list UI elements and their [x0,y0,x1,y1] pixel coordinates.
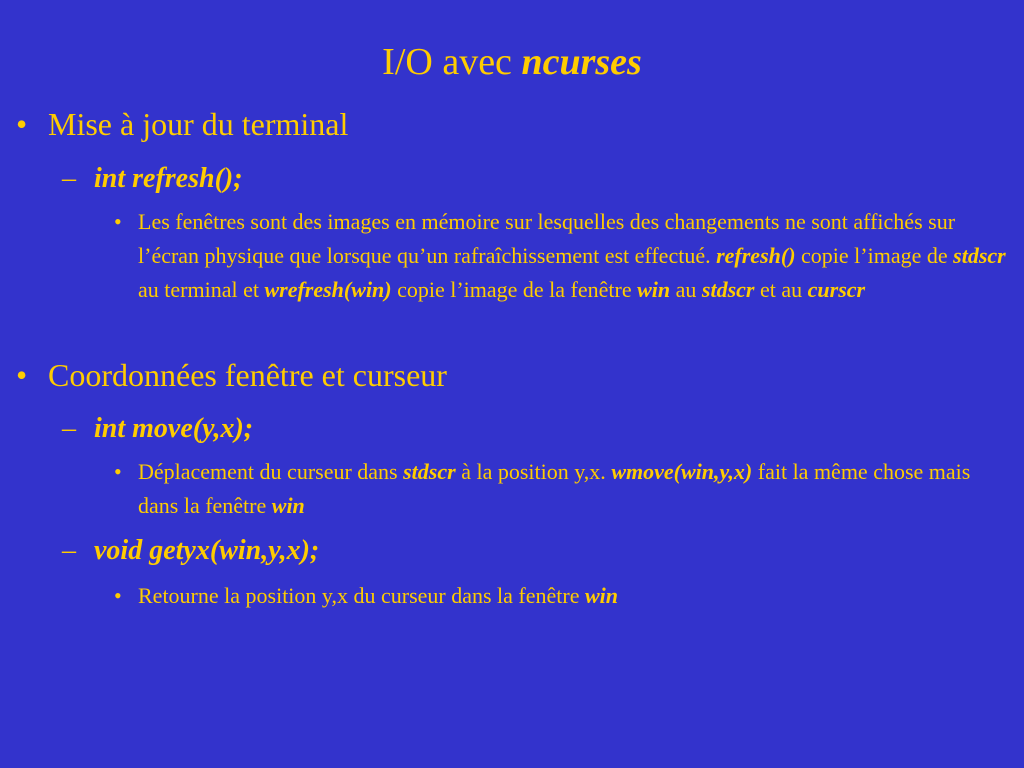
title-emphasis: ncurses [521,41,642,83]
section-heading-text: Coordonnées fenêtre et curseur [48,357,447,393]
code-fragment: refresh() [716,243,796,268]
description-text [138,583,618,608]
section-heading [16,355,447,395]
text-fragment: au terminal et [138,277,265,302]
text-fragment: à la position y,x. [455,459,612,484]
text-fragment: Les fenêtres sont des images en mémoire sur lesquelles des changements ne sont affichés sur l’écran physique que lorsque qu’un rafraîchissement est effectué. [138,209,956,268]
text-fragment: copie l’image de la fenêtre [391,277,638,302]
text-fragment: et au [754,277,808,302]
dash-icon: – [62,413,76,444]
code-fragment: wmove(win,y,x) [611,459,753,484]
code-fragment: curscr [807,277,866,302]
code-fragment: win [585,583,619,608]
description-text [138,459,970,518]
slide-title [0,38,1024,86]
title-text: I/O avec [382,41,522,83]
code-fragment: stdscr [701,277,755,302]
function-signature [62,534,320,568]
description-text [138,209,1006,302]
bullet-icon: • [16,106,28,142]
function-description [114,579,1008,613]
text-fragment: Déplacement du curseur dans [138,459,404,484]
code-fragment: win [271,493,305,518]
code-fragment: wrefresh(win) [264,277,392,302]
text-fragment: Retourne la position y,x du curseur dans la fenêtre [138,583,585,608]
dash-icon: – [62,535,76,566]
function-signature-text: int move(y,x); [94,413,254,444]
function-description [114,205,1008,307]
function-signature [62,162,243,196]
code-fragment: win [637,277,671,302]
bullet-icon: • [114,459,122,484]
text-fragment: fait la même chose mais dans la fenêtre [138,459,971,518]
bullet-icon: • [114,209,122,234]
text-fragment: copie l’image de [795,243,954,268]
section-heading-text: Mise à jour du terminal [48,106,349,142]
text-fragment: au [670,277,702,302]
function-signature [62,412,254,446]
dash-icon: – [62,163,76,194]
code-fragment: stdscr [953,243,1006,268]
function-signature-text: int refresh(); [94,163,243,194]
function-signature-text: void getyx(win,y,x); [94,535,320,566]
bullet-icon: • [16,357,28,393]
section-heading [16,104,349,144]
function-description [114,455,1008,523]
code-fragment: stdscr [403,459,456,484]
bullet-icon: • [114,583,122,608]
